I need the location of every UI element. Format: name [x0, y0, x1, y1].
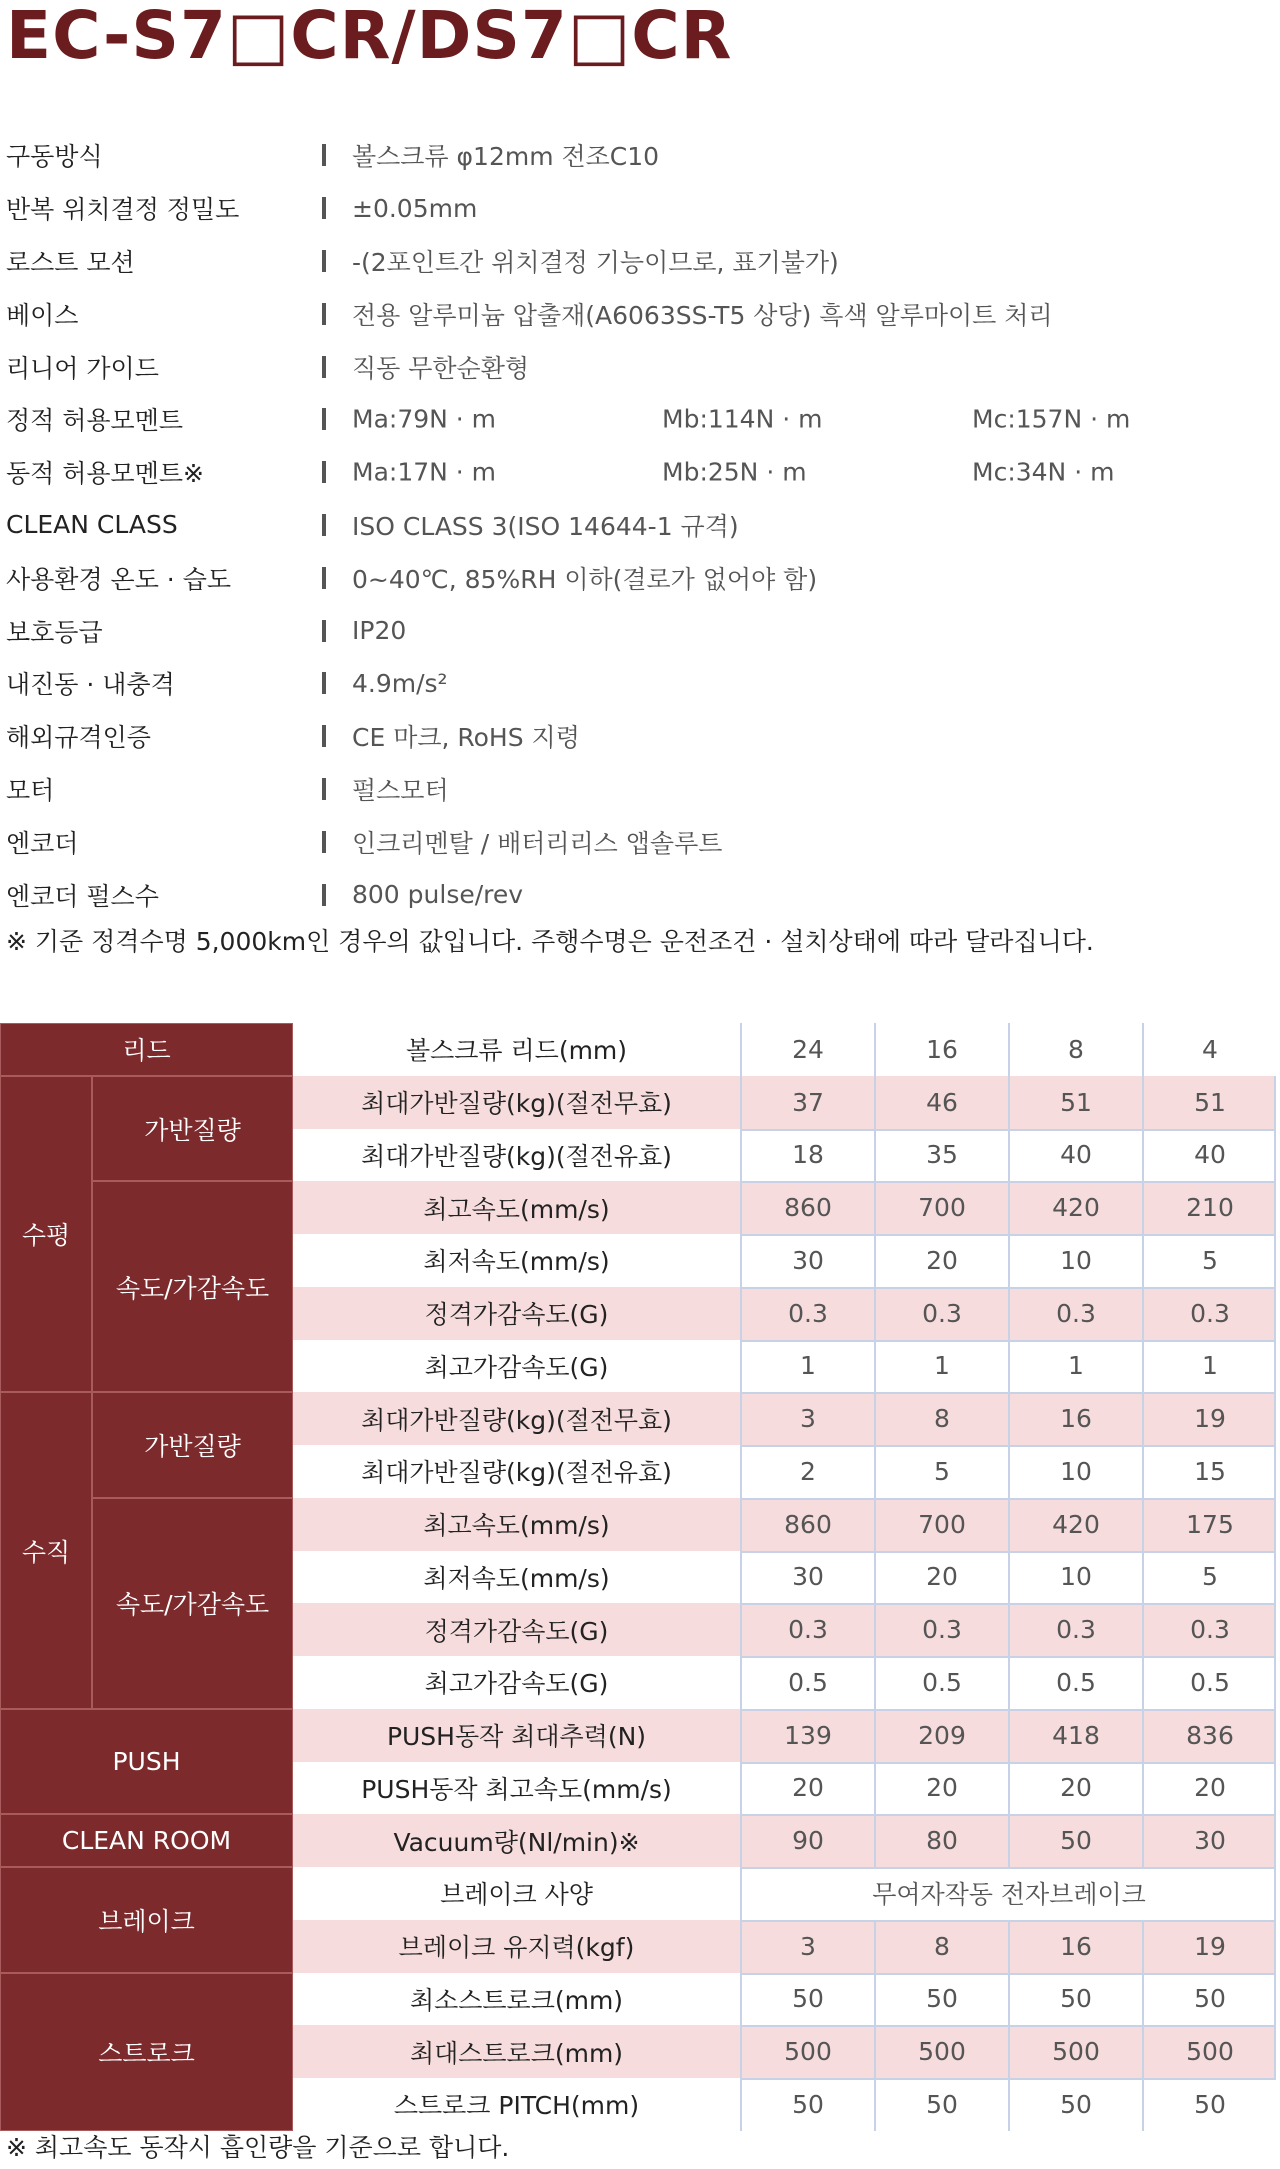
- row-label: 최고가감속도(G): [424, 1669, 609, 1699]
- row-value: 500: [1008, 2025, 1142, 2078]
- lifespan-note: ※ 기준 정격수명 5,000km인 경우의 값입니다. 주행수명은 운전조건 · 설치상태에 따라 달라집니다.: [6, 927, 1094, 956]
- row-divider: [740, 1762, 1276, 1764]
- spec-label: 모터: [6, 775, 55, 805]
- spec-value: 직동 무한순환형: [352, 353, 529, 383]
- spec-list: [0, 129, 1280, 921]
- spec-value-part: Mc:157N · m: [972, 404, 1131, 434]
- row-divider: [740, 1814, 1276, 1816]
- row-value: 19: [1142, 1920, 1276, 1973]
- spec-label: 리니어 가이드: [6, 353, 159, 383]
- spec-value: ±0.05mm: [352, 193, 478, 223]
- row-value: 30: [740, 1551, 874, 1604]
- spec-separator: [322, 725, 326, 747]
- spec-row: [0, 129, 1280, 182]
- spec-label: 구동방식: [6, 142, 103, 172]
- row-label: 최저속도(mm/s): [423, 1563, 610, 1593]
- group-stroke: 스트로크: [0, 1973, 293, 2131]
- lead-value: 8: [1008, 1023, 1142, 1076]
- spec-label: 베이스: [6, 300, 79, 330]
- row-divider: [740, 1551, 1276, 1553]
- row-value: 1: [740, 1340, 874, 1393]
- spec-row: [0, 182, 1280, 235]
- row-value: 30: [1142, 1814, 1276, 1867]
- row-label: 정격가감속도(G): [293, 1287, 740, 1340]
- row-value: 50: [1008, 2078, 1142, 2131]
- row-divider: [740, 1234, 1276, 1236]
- spec-separator: [322, 672, 326, 694]
- spec-label: 사용환경 온도 · 습도: [6, 564, 231, 594]
- row-value: 1: [1008, 1340, 1142, 1393]
- row-divider: [740, 1709, 1276, 1711]
- subgroup-speed: 속도/가감속도: [92, 1498, 293, 1709]
- performance-table: [0, 1023, 1276, 2121]
- row-value: 무여자작동 전자브레이크: [740, 1867, 1276, 1920]
- spec-value: 펄스모터: [352, 775, 449, 805]
- row-value: 860: [740, 1181, 874, 1234]
- spec-label: 보호등급: [6, 617, 103, 647]
- row-label: 최저속도(mm/s): [423, 1247, 610, 1277]
- subgroup-speed: 속도/가감속도: [92, 1181, 293, 1392]
- row-value: 0.3: [1142, 1287, 1276, 1340]
- spec-row: [0, 868, 1280, 921]
- spec-separator: [322, 884, 326, 906]
- row-label: 정격가감속도(G): [293, 1603, 740, 1656]
- row-value: 51: [1142, 1076, 1276, 1129]
- spec-label: 엔코더: [6, 828, 79, 858]
- spec-separator: [322, 778, 326, 800]
- row-value: 420: [1008, 1181, 1142, 1234]
- row-value: 20: [874, 1551, 1008, 1604]
- row-divider: [740, 1129, 1276, 1131]
- row-value: 37: [740, 1076, 874, 1129]
- row-value: 46: [874, 1076, 1008, 1129]
- spec-value: 4.9m/s²: [352, 668, 448, 698]
- spec-row: [0, 815, 1280, 868]
- subgroup-payload: 가반질량: [92, 1076, 293, 1182]
- row-value: 175: [1142, 1498, 1276, 1551]
- row-value: 420: [1008, 1498, 1142, 1551]
- spec-value: 볼스크류 φ12mm 전조C10: [352, 142, 660, 172]
- spec-label: 로스트 모션: [6, 247, 135, 277]
- spec-value: 0~40℃, 85%RH 이하(결로가 없어야 함): [352, 564, 818, 594]
- row-divider: [740, 1445, 1276, 1447]
- row-divider: [740, 1867, 1276, 1869]
- row-label: Vacuum량(Nl/min)※: [293, 1814, 740, 1867]
- group-push: PUSH: [0, 1709, 293, 1815]
- row-value: 700: [874, 1181, 1008, 1234]
- row-label: 최고가감속도(G): [424, 1352, 609, 1382]
- row-value: 20: [1142, 1762, 1276, 1815]
- lead-value: 24: [740, 1023, 874, 1076]
- row-value: 139: [740, 1709, 874, 1762]
- row-label: PUSH동작 최고속도(mm/s): [361, 1774, 672, 1804]
- row-label: 브레이크 사양: [440, 1880, 593, 1910]
- row-label: PUSH동작 최대추력(N): [293, 1709, 740, 1762]
- row-divider: [740, 1392, 1276, 1394]
- row-value: 500: [874, 2025, 1008, 2078]
- spec-separator: [322, 620, 326, 642]
- lead-header: 리드: [0, 1023, 293, 1076]
- row-divider: [740, 1340, 1276, 1342]
- row-value: 80: [874, 1814, 1008, 1867]
- row-value: 500: [740, 2025, 874, 2078]
- spec-label: 정적 허용모멘트: [6, 406, 183, 436]
- spec-label: 동적 허용모멘트※: [6, 459, 204, 489]
- row-divider: [740, 1498, 1276, 1500]
- row-value: 1: [874, 1340, 1008, 1393]
- table-right-border: [1274, 1076, 1276, 2078]
- row-value: 50: [1008, 1973, 1142, 2026]
- row-value: 700: [874, 1498, 1008, 1551]
- row-value: 50: [740, 1973, 874, 2026]
- row-value: 20: [874, 1762, 1008, 1815]
- spec-row: [0, 446, 1280, 499]
- spec-label: 엔코더 펄스수: [6, 881, 159, 911]
- row-divider: [740, 1920, 1276, 1922]
- group-vertical: 수직: [0, 1392, 92, 1709]
- row-value: 209: [874, 1709, 1008, 1762]
- row-divider: [740, 1287, 1276, 1289]
- row-value: 418: [1008, 1709, 1142, 1762]
- lead-label: 볼스크류 리드(mm): [405, 1036, 628, 1066]
- row-value: 0.3: [740, 1603, 874, 1656]
- row-value: 10: [1008, 1445, 1142, 1498]
- group-brake: 브레이크: [0, 1867, 293, 1973]
- spec-separator: [322, 831, 326, 853]
- row-value: 0.5: [740, 1656, 874, 1709]
- row-value: 3: [740, 1920, 874, 1973]
- spec-separator: [322, 303, 326, 325]
- row-value: 0.3: [874, 1603, 1008, 1656]
- row-value: 40: [1008, 1129, 1142, 1182]
- group-horizontal: 수평: [0, 1076, 92, 1393]
- spec-value-part: Ma:17N · m: [352, 457, 497, 487]
- row-value: 40: [1142, 1129, 1276, 1182]
- row-label: 최소스트로크(mm): [409, 1985, 624, 2015]
- spec-row: [0, 710, 1280, 763]
- spec-value: 전용 알루미늄 압출재(A6063SS-T5 상당) 흑색 알루마이트 처리: [352, 300, 1053, 330]
- row-value: 10: [1008, 1234, 1142, 1287]
- row-value: 20: [1008, 1762, 1142, 1815]
- row-value: 50: [1142, 2078, 1276, 2131]
- spec-separator: [322, 567, 326, 589]
- row-label: 최대가반질량(kg)(절전무효): [293, 1392, 740, 1445]
- row-divider: [740, 1656, 1276, 1658]
- row-value: 1: [1142, 1340, 1276, 1393]
- row-value: 50: [874, 2078, 1008, 2131]
- spec-value: CE 마크, RoHS 지령: [352, 723, 580, 753]
- row-label: 최대가반질량(kg)(절전무효): [293, 1076, 740, 1129]
- row-value: 90: [740, 1814, 874, 1867]
- row-value: 0.3: [1008, 1603, 1142, 1656]
- row-value: 20: [740, 1762, 874, 1815]
- row-value: 5: [874, 1445, 1008, 1498]
- spec-row: [0, 604, 1280, 657]
- lead-value: 4: [1142, 1023, 1276, 1076]
- row-value: 0.5: [874, 1656, 1008, 1709]
- row-value: 16: [1008, 1920, 1142, 1973]
- spec-label: CLEAN CLASS: [6, 510, 178, 540]
- row-value: 860: [740, 1498, 874, 1551]
- row-value: 50: [1008, 1814, 1142, 1867]
- row-value: 0.3: [1008, 1287, 1142, 1340]
- row-value: 500: [1142, 2025, 1276, 2078]
- row-value: 50: [874, 1973, 1008, 2026]
- row-divider: [740, 1603, 1276, 1605]
- spec-separator: [322, 144, 326, 166]
- row-value: 10: [1008, 1551, 1142, 1604]
- spec-label: 반복 위치결정 정밀도: [6, 195, 240, 225]
- spec-value-part: Ma:79N · m: [352, 404, 497, 434]
- row-divider: [740, 2025, 1276, 2027]
- spec-row: [0, 287, 1280, 340]
- page-title: EC-S7□CR/DS7□CR: [6, 0, 733, 74]
- spec-row: [0, 657, 1280, 710]
- row-value: 18: [740, 1129, 874, 1182]
- row-label: 최대스트로크(mm): [293, 2025, 740, 2078]
- spec-value: ISO CLASS 3(ISO 14644-1 규격): [352, 511, 739, 541]
- row-label: 스트로크 PITCH(mm): [393, 2091, 640, 2121]
- row-value: 0.5: [1008, 1656, 1142, 1709]
- row-value: 2: [740, 1445, 874, 1498]
- spec-separator: [322, 250, 326, 272]
- row-label: 최고속도(mm/s): [293, 1181, 740, 1234]
- spec-value: 800 pulse/rev: [352, 880, 524, 910]
- spec-row: [0, 763, 1280, 816]
- spec-value: [352, 446, 1272, 498]
- spec-value: [352, 393, 1272, 445]
- spec-value-part: Mb:114N · m: [662, 404, 823, 434]
- row-value: 19: [1142, 1392, 1276, 1445]
- spec-label: 내진동 · 내충격: [6, 670, 175, 700]
- spec-value: -(2포인트간 위치결정 기능이므로, 표기불가): [352, 247, 839, 277]
- row-value: 0.5: [1142, 1656, 1276, 1709]
- row-value: 0.3: [874, 1287, 1008, 1340]
- spec-value: IP20: [352, 616, 407, 646]
- row-value: 50: [740, 2078, 874, 2131]
- spec-label: 해외규격인증: [6, 723, 151, 753]
- spec-row: [0, 499, 1280, 552]
- spec-value-part: Mc:34N · m: [972, 457, 1115, 487]
- row-value: 210: [1142, 1181, 1276, 1234]
- row-divider: [740, 2078, 1276, 2080]
- row-value: 16: [1008, 1392, 1142, 1445]
- row-value: 8: [874, 1392, 1008, 1445]
- spec-row: [0, 340, 1280, 393]
- subgroup-payload: 가반질량: [92, 1392, 293, 1498]
- spec-value: 인크리멘탈 / 배터리리스 앱솔루트: [352, 828, 723, 858]
- row-value: 15: [1142, 1445, 1276, 1498]
- row-value: 51: [1008, 1076, 1142, 1129]
- row-value: 836: [1142, 1709, 1276, 1762]
- spec-value-part: Mb:25N · m: [662, 457, 807, 487]
- row-divider: [740, 1973, 1276, 1975]
- spec-row: [0, 393, 1280, 446]
- spec-separator: [322, 197, 326, 219]
- spec-separator: [322, 356, 326, 378]
- row-value: 20: [874, 1234, 1008, 1287]
- row-label: 최대가반질량(kg)(절전유효): [361, 1141, 672, 1171]
- row-value: 0.3: [1142, 1603, 1276, 1656]
- lead-value: 16: [874, 1023, 1008, 1076]
- row-value: 0.3: [740, 1287, 874, 1340]
- row-value: 50: [1142, 1973, 1276, 2026]
- spec-row: [0, 551, 1280, 604]
- row-value: 3: [740, 1392, 874, 1445]
- group-clean-room: CLEAN ROOM: [0, 1814, 293, 1867]
- row-value: 5: [1142, 1234, 1276, 1287]
- row-label: 최고속도(mm/s): [293, 1498, 740, 1551]
- row-value: 5: [1142, 1551, 1276, 1604]
- spec-row: [0, 235, 1280, 288]
- spec-separator: [322, 514, 326, 536]
- vacuum-note: ※ 최고속도 동작시 흡인량을 기준으로 합니다.: [6, 2133, 510, 2162]
- spec-separator: [322, 408, 326, 430]
- row-label: 브레이크 유지력(kgf): [293, 1920, 740, 1973]
- row-value: 30: [740, 1234, 874, 1287]
- spec-separator: [322, 461, 326, 483]
- row-value: 8: [874, 1920, 1008, 1973]
- row-label: 최대가반질량(kg)(절전유효): [361, 1458, 672, 1488]
- row-divider: [740, 1181, 1276, 1183]
- row-value: 35: [874, 1129, 1008, 1182]
